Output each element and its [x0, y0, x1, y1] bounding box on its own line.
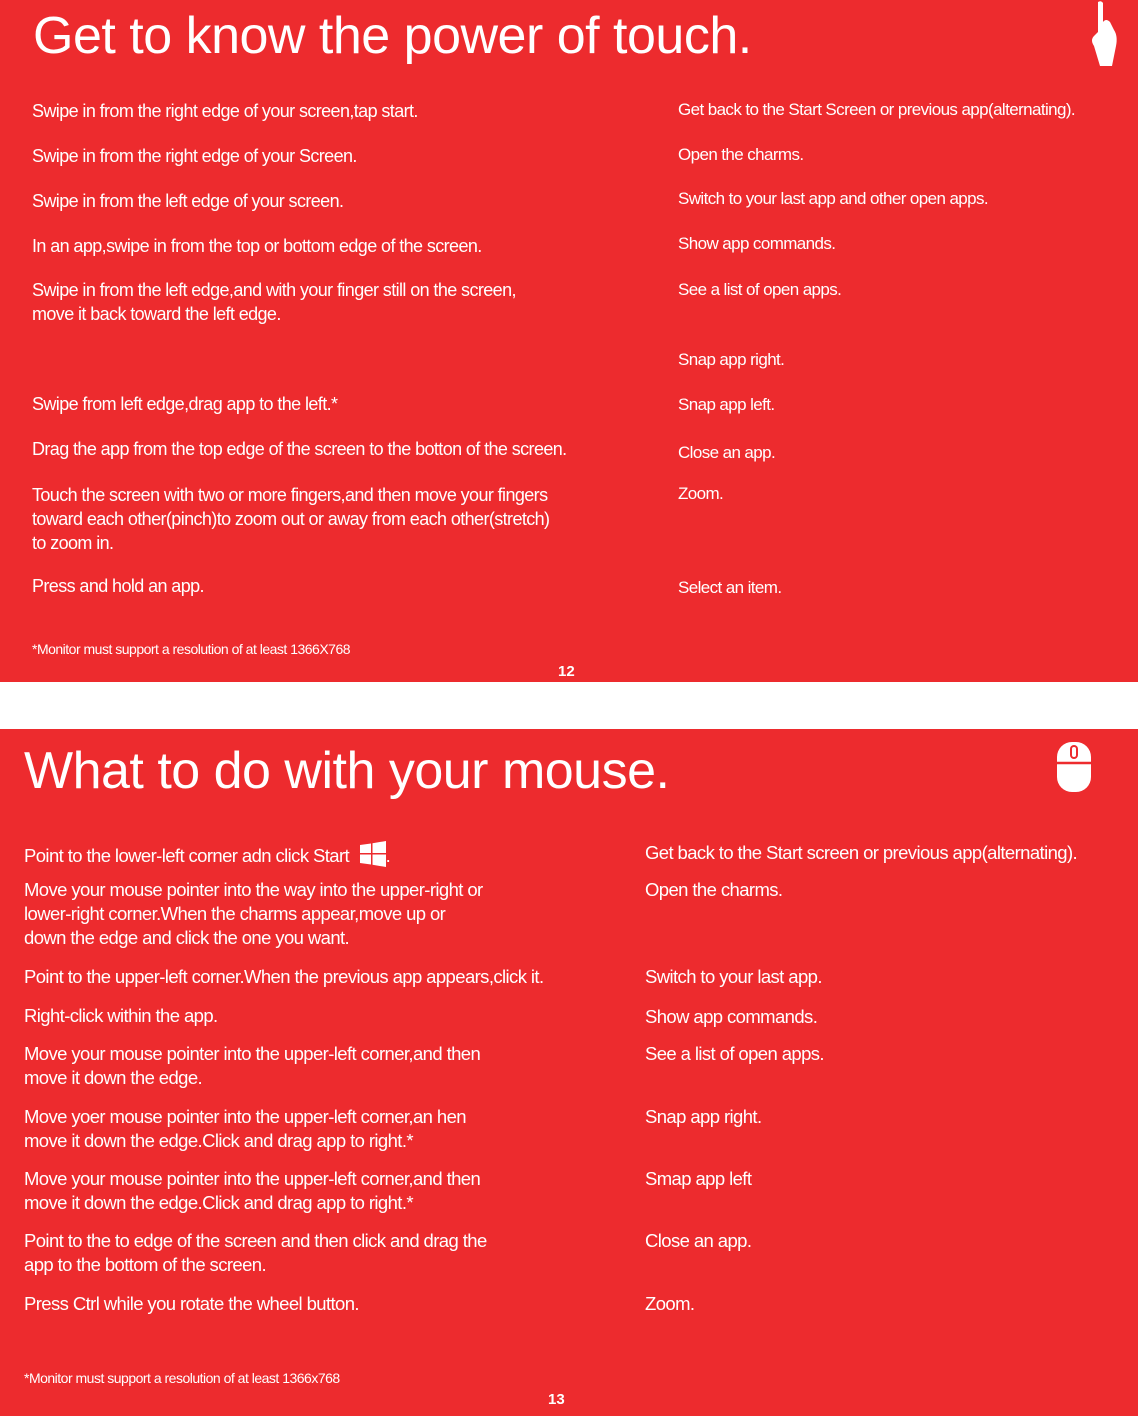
mouse-icon: [1054, 739, 1094, 795]
touch-action-text: Close an app.: [678, 443, 776, 462]
mouse-gesture-text: Move your mouse pointer into the upper-left corner,and then move it down the edge.Click and drag app to right.*: [24, 1168, 481, 1213]
mouse-action-text: Show app commands.: [645, 1006, 818, 1027]
touch-gesture-text: Touch the screen with two or more fingers,and then move your fingers toward each other(pinch)to zoom out or away from each other(stretch) to zoom in.: [32, 485, 550, 553]
touch-page: [0, 0, 1138, 682]
mouse-page: [0, 729, 1138, 1416]
mouse-footnote: *Monitor must support a resolution of at least 1366x768: [24, 1370, 340, 1386]
touch-action-text: See a list of open apps.: [678, 280, 842, 299]
touch-action-text: Show app commands.: [678, 234, 836, 253]
mouse-gesture-text: Move your mouse pointer into the upper-left corner,and then move it down the edge.: [24, 1043, 481, 1088]
mouse-action-text: Open the charms.: [645, 879, 783, 900]
mouse-action-text: Get back to the Start screen or previous app(alternating).: [645, 842, 1078, 863]
touch-gesture-text: In an app,swipe in from the top or bottom edge of the screen.: [32, 236, 482, 256]
mouse-gesture-text: Point to the upper-left corner.When the previous app appears,click it.: [24, 966, 544, 987]
touch-action-text: Get back to the Start Screen or previous app(alternating).: [678, 100, 1076, 119]
mouse-action-text: Snap app right.: [645, 1106, 762, 1127]
touch-gesture-text: Swipe in from the right edge of your screen,tap start.: [32, 101, 418, 121]
touch-gesture-text: Drag the app from the top edge of the screen to the botton of the screen.: [32, 439, 567, 459]
touch-footnote: *Monitor must support a resolution of at least 1366X768: [32, 641, 351, 657]
mouse-page-title: What to do with your mouse.: [24, 742, 670, 800]
touch-gesture-text: Swipe in from the left edge of your screen.: [32, 191, 344, 211]
touch-gesture-text: Swipe in from the left edge,and with your finger still on the screen, move it back toward the left edge.: [32, 280, 516, 324]
mouse-gesture-text: Press Ctrl while you rotate the wheel button.: [24, 1293, 359, 1314]
touch-action-text: Snap app right.: [678, 350, 785, 369]
mouse-gesture-label: Point to the lower-left corner adn click Start: [24, 845, 350, 866]
touch-action-text: Snap app left.: [678, 395, 775, 414]
mouse-gesture-text: [24, 841, 390, 868]
mouse-gesture-text: Move yoer mouse pointer into the upper-left corner,an hen move it down the edge.Click and drag app to right.*: [24, 1106, 466, 1151]
hand-touch-icon: [1088, 0, 1120, 68]
touch-action-text: Zoom.: [678, 484, 724, 503]
touch-page-title: Get to know the power of touch.: [33, 7, 752, 65]
touch-gesture-text: Swipe from left edge,drag app to the left.*: [32, 394, 338, 414]
mouse-gesture-suffix: .: [385, 845, 391, 866]
mouse-action-text: Zoom.: [645, 1293, 695, 1314]
mouse-gesture-text: Move your mouse pointer into the way into the upper-right or lower-right corner.When the charms appear,move up or down the edge and click the one you want.: [24, 879, 483, 948]
page-number: 13: [548, 1391, 565, 1408]
touch-gesture-text: Swipe in from the right edge of your Screen.: [32, 146, 357, 166]
mouse-gesture-text: Point to the to edge of the screen and then click and drag the app to the bottom of the screen.: [24, 1230, 487, 1275]
touch-action-text: Switch to your last app and other open apps.: [678, 189, 989, 208]
touch-gesture-text: Press and hold an app.: [32, 576, 204, 596]
mouse-action-text: See a list of open apps.: [645, 1043, 824, 1064]
mouse-action-text: Smap app left: [645, 1168, 752, 1189]
windows-logo-icon: [360, 841, 386, 867]
touch-action-text: Open the charms.: [678, 145, 804, 164]
touch-action-text: Select an item.: [678, 578, 782, 597]
mouse-gesture-text: Right-click within the app.: [24, 1005, 218, 1026]
mouse-action-text: Close an app.: [645, 1230, 752, 1251]
mouse-action-text: Switch to your last app.: [645, 966, 822, 987]
page-number: 12: [558, 663, 575, 680]
